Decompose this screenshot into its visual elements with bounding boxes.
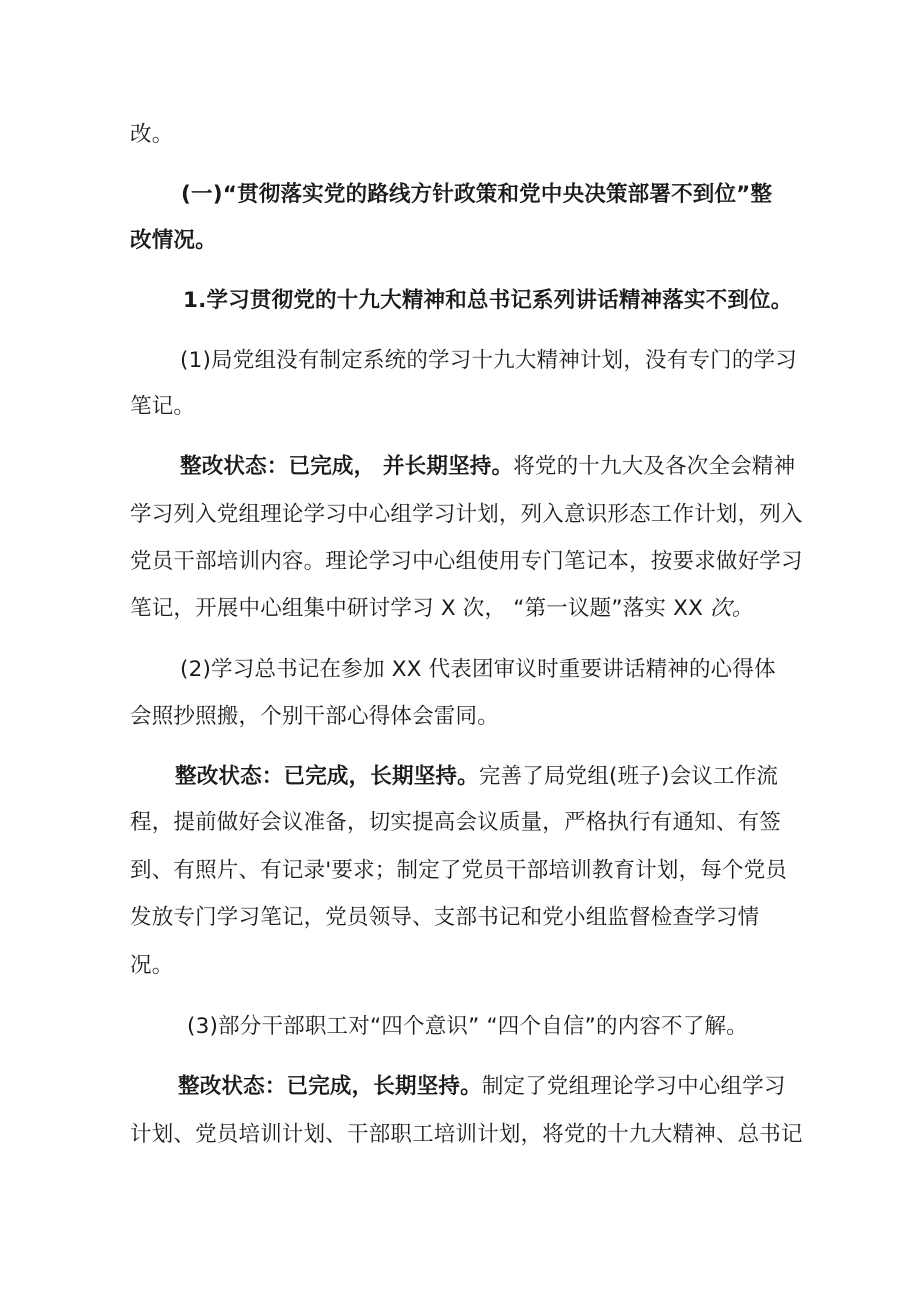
status-3-line-2: 计划、党员培训计划、干部职工培训计划，将党的十九大精神、总书记 [130, 1122, 803, 1147]
status-label: 整改状态：已完成， 并长期坚持。 [180, 454, 514, 479]
status-1-line-4 [130, 594, 753, 624]
issue-1-text: (1)局党组没有制定系统的学习十九大精神计划，没有专门的学习 [180, 348, 797, 373]
status-1-line-4-end: 次。 [710, 596, 754, 621]
status-2-line-4: 发放专门学习笔记，党员领导、支部书记和党小组监督检查学习情 [130, 905, 760, 930]
issue-2-text: (2)学习总书记在参加 XX 代表团审议时重要讲话精神的心得体 [180, 657, 776, 682]
status-3-paragraph [178, 1072, 786, 1102]
status-1-line-2: 学习列入党组理论学习中心组学习计划，列入意识形态工作计划，列入 [130, 502, 803, 527]
status-1-paragraph [180, 452, 795, 482]
status-3-text: 制定了党组理论学习中心组学习 [481, 1074, 786, 1099]
issue-3-text: (3)部分干部职工对“四个意识” “四个自信”的内容不了解。 [187, 1014, 748, 1039]
issue-2-text-cont: 会照抄照搬，个别干部心得体会雷同。 [130, 704, 499, 729]
status-2-text: 完善了局党组(班子)会议工作流 [478, 764, 779, 789]
status-label: 整改状态：已完成，长期坚持。 [175, 764, 479, 789]
status-2-line-2: 程，提前做好会议准备，切实提高会议质量，严格执行有通知、有签 [130, 810, 782, 835]
status-label: 整改状态：已完成，长期坚持。 [178, 1074, 482, 1099]
section-heading: (一)“贯彻落实党的路线方针政策和党中央决策部署不到位”整 [181, 182, 773, 207]
status-1-line-4-text: 笔记，开展中心组集中研讨学习 X 次， “第一议题”落实 XX [130, 596, 711, 621]
status-1-text: 将党的十九大及各次全会精神 [513, 454, 796, 479]
section-heading-cont: 改情况。 [130, 228, 217, 253]
status-2-paragraph [175, 762, 778, 792]
issue-1-text-cont: 笔记。 [130, 394, 196, 419]
paragraph-continuation: 改。 [130, 122, 174, 147]
subsection-heading: 1.学习贯彻党的十九大精神和总书记系列讲话精神落实不到位。 [183, 288, 793, 313]
status-1-line-3: 党员干部培训内容。理论学习中心组使用专门笔记本，按要求做好学习 [130, 549, 803, 574]
status-2-line-5: 况。 [130, 953, 174, 978]
status-2-line-3: 到、有照片、有记录'要求；制定了党员干部培训教育计划，每个党员 [130, 858, 788, 883]
